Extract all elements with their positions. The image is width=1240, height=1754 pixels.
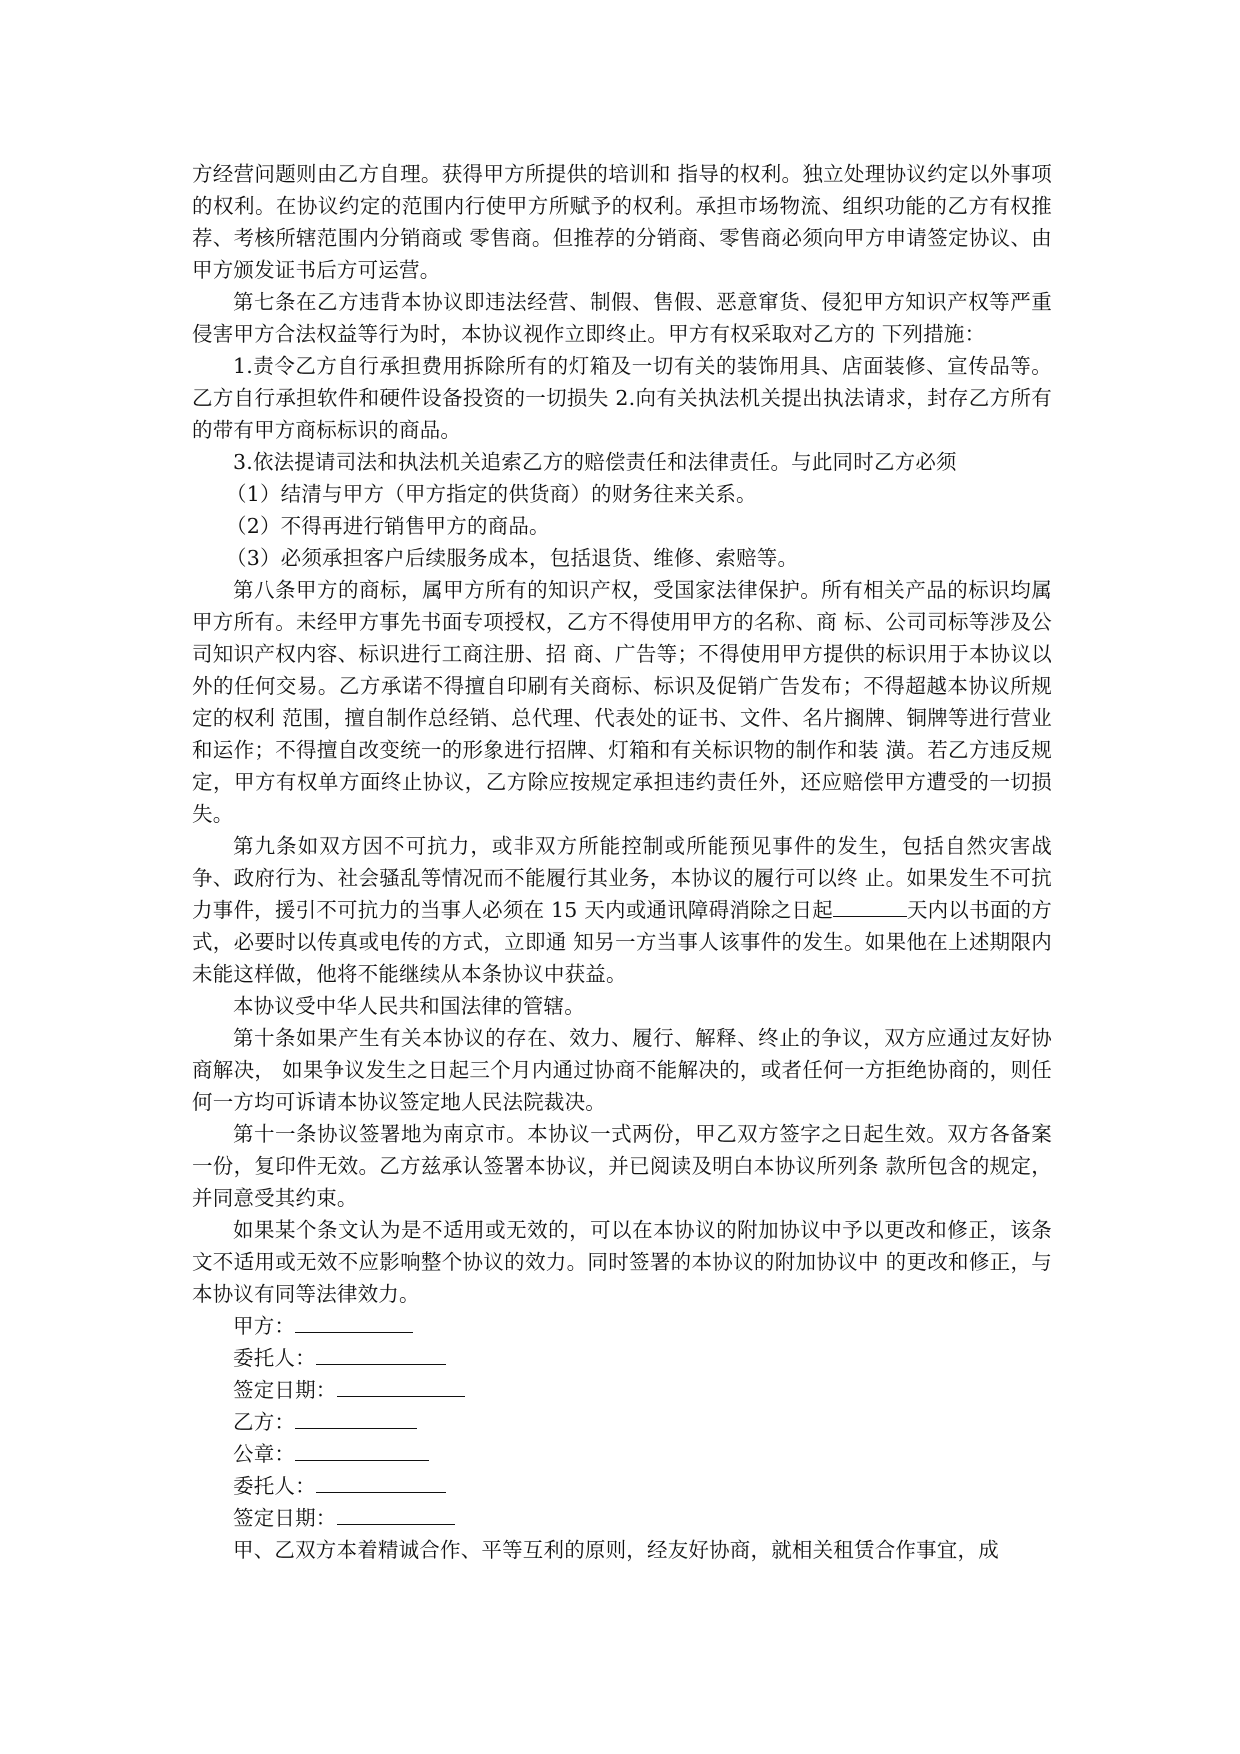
signature-row-date-a — [192, 1374, 1052, 1406]
signature-label: 甲方： — [233, 1314, 296, 1338]
paragraph-governing-law: 本协议受中华人民共和国法律的管辖。 — [233, 994, 585, 1018]
signature-row-agent-b — [192, 1470, 1052, 1502]
signature-blank[interactable] — [316, 1470, 446, 1493]
article-9-text-before: 第九条如双方因不可抗力，或非双方所能控制或所能预见事件的发生，包括自然灾害战争、政府行为、社会骚乱等情况而不能履行其业务，本协议的履行可以终 止。如果发生不可抗力事件，援引不可抗力的当事人必须在 15 天内或通讯障碍消除之日起 — [192, 834, 1052, 922]
signature-row-date-b — [192, 1502, 1052, 1534]
paragraph-article-8: 第八条甲方的商标，属甲方所有的知识产权，受国家法律保护。所有相关产品的标识均属甲方所有。未经甲方事先书面专项授权，乙方不得使用甲方的名称、商 标、公司司标等涉及公司知识产权内容、标识进行工商注册、招 商、广告等；不得使用甲方提供的标识用于本协议以外的任何交易。乙方承诺不得擅自印刷有关商标、标识及促销广告发布；不得超越本协议所规定的权利 范围，擅自制作总经销、总代理、代表处的证书、文件、名片搁牌、铜牌等进行营业和运作；不得擅自改变统一的形象进行招牌、灯箱和有关标识物的制作和装 潢。若乙方违反规定，甲方有权单方面终止协议，乙方除应按规定承担违约责任外，还应赔偿甲方遭受的一切损失。 — [192, 578, 1052, 826]
paragraph-article-9 — [192, 830, 1052, 990]
signature-label: 签定日期： — [233, 1378, 337, 1402]
signature-label: 乙方： — [233, 1410, 296, 1434]
signature-blank[interactable] — [295, 1310, 413, 1333]
signature-row-seal — [192, 1438, 1052, 1470]
paragraph-article-10: 第十条如果产生有关本协议的存在、效力、履行、解释、终止的争议，双方应通过友好协商解决， 如果争议发生之日起三个月内通过协商不能解决的，或者任何一方拒绝协商的，则任何一方均可诉请本协议签定地人民法院裁决。 — [192, 1026, 1052, 1114]
paragraph-article-7: 第七条在乙方违背本协议即违法经营、制假、售假、恶意窜货、侵犯甲方知识产权等严重侵害甲方合法权益等行为时，本协议视作立即终止。甲方有权采取对乙方的 下列措施： — [192, 290, 1052, 346]
paragraph-article-11: 第十一条协议签署地为南京市。本协议一式两份，甲乙双方签字之日起生效。双方各备案一份，复印件无效。乙方兹承认签署本协议，并已阅读及明白本协议所列条 款所包含的规定，并同意受其约束。 — [192, 1122, 1052, 1210]
paragraph-closing: 甲、乙双方本着精诚合作、平等互利的原则，经友好协商，就相关租赁合作事宜，成 — [233, 1538, 999, 1562]
signature-label: 公章： — [233, 1442, 296, 1466]
signature-blank[interactable] — [337, 1374, 465, 1397]
list-item-1: （1）结清与甲方（甲方指定的供货商）的财务往来关系。 — [226, 482, 757, 506]
paragraph-measure-3: 3.依法提请司法和执法机关追索乙方的赔偿责任和法律责任。与此同时乙方必须 — [233, 450, 957, 474]
signature-row-agent-a — [192, 1342, 1052, 1374]
signature-blank[interactable] — [295, 1406, 417, 1429]
list-item-3: （3）必须承担客户后续服务成本，包括退货、维修、索赔等。 — [226, 546, 799, 570]
signature-row-party-a — [192, 1310, 1052, 1342]
paragraph-measure-1-2: 1.责令乙方自行承担费用拆除所有的灯箱及一切有关的装饰用具、店面装修、宣传品等。乙方自行承担软件和硬件设备投资的一切损失 2.向有关执法机关提出执法请求，封存乙方所有的带有甲方商标标识的商品。 — [192, 354, 1052, 442]
signature-blank[interactable] — [295, 1438, 429, 1461]
signature-blank[interactable] — [316, 1342, 446, 1365]
article-9-text-after: 天内以书面的方式，必要时以传真或电传的方式，立即通 知另一方当事人该事件的发生。如果他在上述期限内未能这样做，他将不能继续从本条协议中获益。 — [192, 898, 1052, 986]
days-blank[interactable] — [833, 896, 907, 917]
signature-row-party-b — [192, 1406, 1052, 1438]
paragraph-severability: 如果某个条文认为是不适用或无效的，可以在本协议的附加协议中予以更改和修正，该条文不适用或无效不应影响整个协议的效力。同时签署的本协议的附加协议中 的更改和修正，与本协议有同等法律效力。 — [192, 1218, 1052, 1306]
paragraph: 方经营问题则由乙方自理。获得甲方所提供的培训和 指导的权利。独立处理协议约定以外事项的权利。在协议约定的范围内行使甲方所赋予的权利。承担市场物流、组织功能的乙方有权推荐、考核所辖范围内分销商或 零售商。但推荐的分销商、零售商必须向甲方申请签定协议、由甲方颁发证书后方可运营。 — [192, 162, 1052, 282]
signature-block — [192, 1310, 1052, 1534]
document-page — [192, 158, 1052, 1566]
list-item-2: （2）不得再进行销售甲方的商品。 — [226, 514, 550, 538]
signature-blank[interactable] — [337, 1502, 455, 1525]
signature-label: 签定日期： — [233, 1506, 337, 1530]
signature-label: 委托人： — [233, 1346, 316, 1370]
signature-label: 委托人： — [233, 1474, 316, 1498]
